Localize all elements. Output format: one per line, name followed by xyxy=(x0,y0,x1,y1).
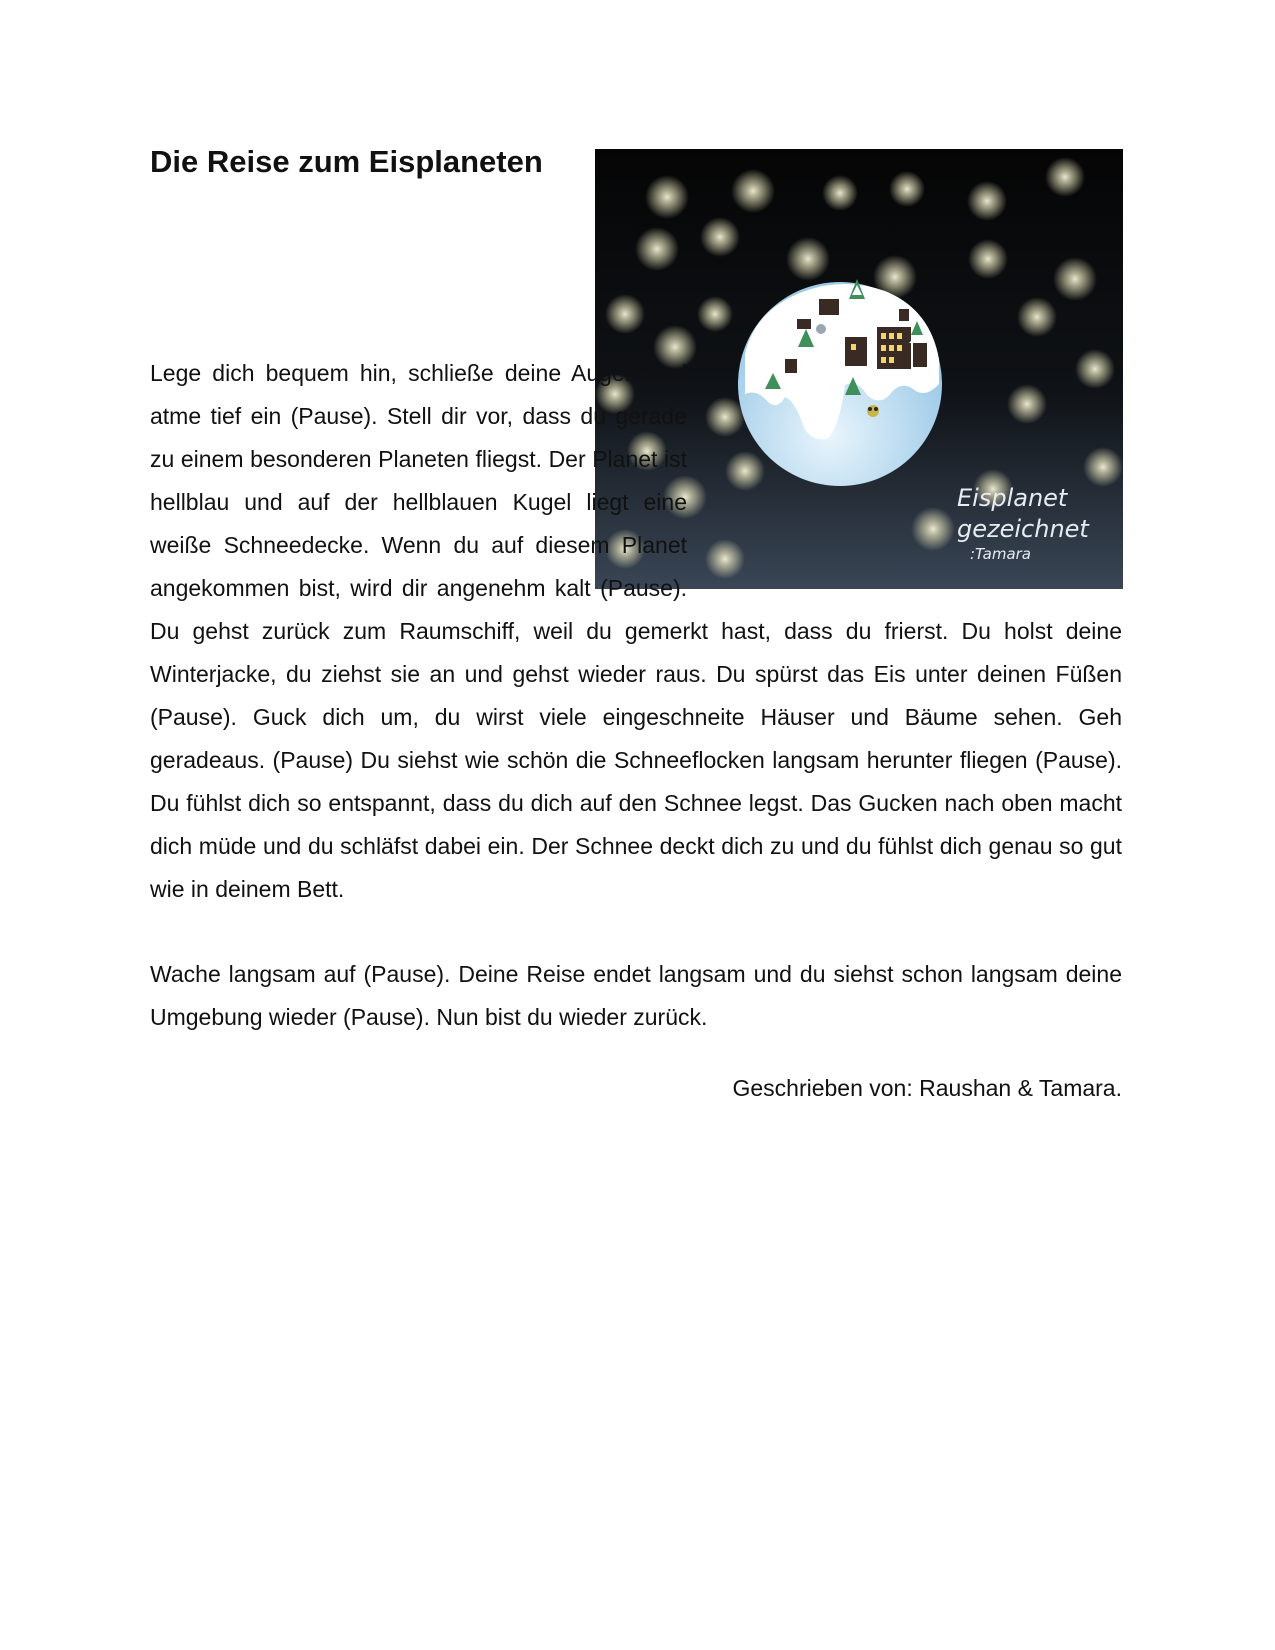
caption-line-3: :Tamara xyxy=(970,545,1031,563)
story-paragraph-1: Lege dich bequem hin, schließe deine Augen und atme tief ein (Pause). Stell dir vor, dass du gerade zu einem besonderen Planeten fliegst. Der Planet ist hellblau und auf der hellblauen Kugel liegt eine weiße Schneedecke. Wenn du auf diesem Planet angekommen bist, wird dir angenehm kalt (Pause). Du gehst zurück zum Raumschiff, weil du gemerkt hast, dass du frierst. Du holst deine Winterjacke, du ziehst sie an und gehst wieder raus. Du spürst das Eis unter deinen Füßen (Pause). Guck dich um, du wirst viele eingeschneite Häuser und Bäume sehen. Geh geradeaus. (Pause) Du siehst wie schön die Schneeflocken langsam herunter fliegen (Pause). Du fühlst dich so entspannt, dass du dich auf den Schnee legst. Das Gucken nach oben macht dich müde und du schläfst dabei ein. Der Schnee deckt dich zu und du fühlst dich genau so gut wie in deinem Bett. xyxy=(150,360,1122,902)
illustration-wrap-space xyxy=(687,352,1122,602)
story-text xyxy=(150,352,1122,1110)
author-signature xyxy=(150,1067,1122,1110)
document-title: Die Reise zum Eisplaneten xyxy=(150,144,543,179)
story-paragraph-2: Wache langsam auf (Pause). Deine Reise endet langsam und du siehst schon langsam deine Umgebung wieder (Pause). Nun bist du wieder zurück. xyxy=(150,961,1122,1030)
signature-text: Geschrieben von: Raushan & Tamara. xyxy=(732,1075,1122,1101)
caption-line-1: Eisplanet xyxy=(957,484,1068,512)
caption-line-2: gezeichnet xyxy=(957,515,1089,543)
